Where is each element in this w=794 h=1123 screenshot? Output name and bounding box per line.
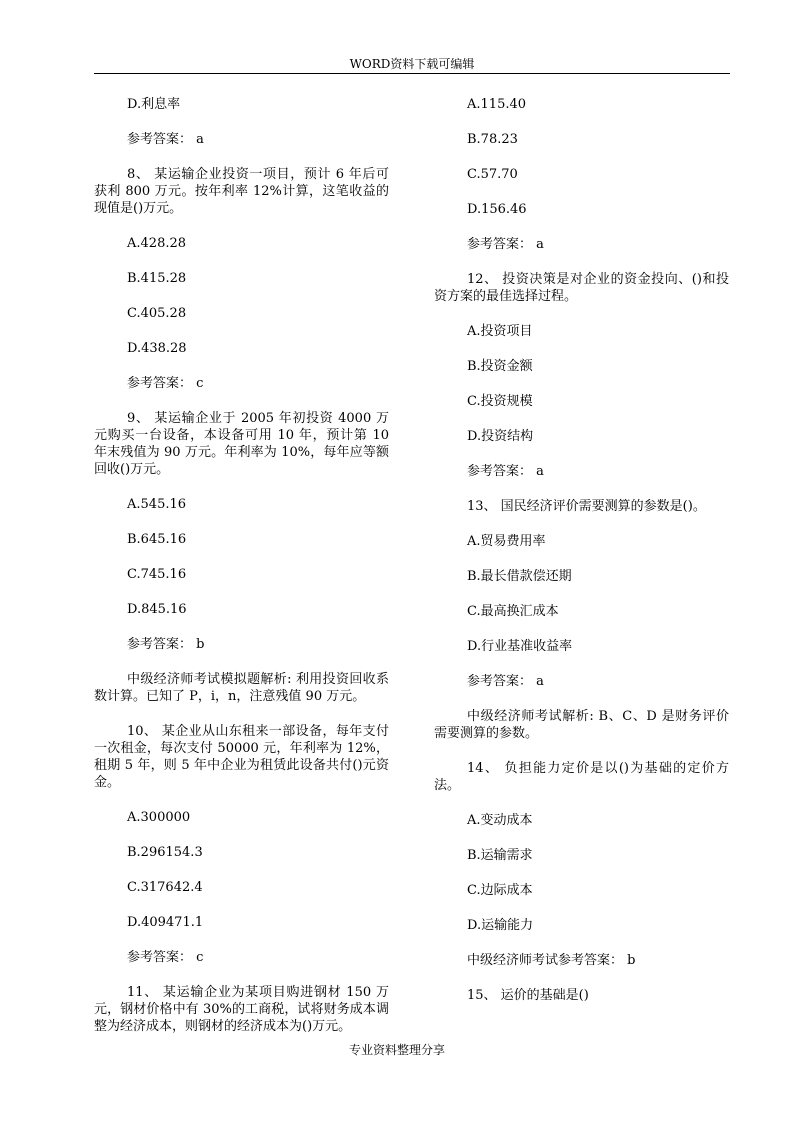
question-text: 11、 某运输企业为某项目购进钢材 150 万元，钢材价格中有 30%的工商税，试将财务成本调整为经济成本，则钢材的经济成本为()万元。 [94,985,389,1034]
answer-option: B.78.23 [467,132,518,147]
question-text: 13、 国民经济评价需要测算的参数是()。 [467,499,706,514]
question-text: 10、 某企业从山东租来一部设备，每年支付一次租金，每次支付 50000 元，年利率为 12%，租期 5 年，则 5 年中企业为租赁此设备共付()元资金。 [94,724,389,790]
reference-answer: 参考答案： c [127,376,204,391]
answer-option: A.投资项目 [467,324,533,339]
answer-option: A.115.40 [467,97,527,112]
answer-option: D.409471.1 [127,915,204,930]
right-column [434,96,729,1022]
answer-option: A.变动成本 [467,813,533,828]
answer-option: B.运输需求 [467,848,533,863]
answer-option: C.边际成本 [467,883,533,898]
answer-option: A.545.16 [127,497,187,512]
reference-answer: 参考答案： b [127,637,205,652]
reference-answer: 参考答案： c [127,950,204,965]
question-text: 8、 某运输企业投资一项目，预计 6 年后可获利 800 万元。按年利率 12%计算，这笔收益的现值是()万元。 [94,167,389,216]
question-text: 14、 负担能力定价是以()为基础的定价方法。 [434,761,729,793]
explanation-note: 中级经济师考试模拟题解析: 利用投资回收系数计算。已知了 P，i，n，注意残值 90 万元。 [94,672,389,704]
answer-option: B.最长借款偿还期 [467,569,572,584]
answer-option: B.296154.3 [127,845,203,860]
answer-option: A.贸易费用率 [467,534,546,549]
question-text: 9、 某运输企业于 2005 年初投资 4000 万元购买一台设备，本设备可用 10 年，预计第 10 年末残值为 90 万元。年利率为 10%，每年应等额回收()万元。 [94,411,389,477]
page-footer: 专业资料整理分享 [348,1043,445,1057]
answer-option: D.行业基准收益率 [467,639,573,654]
reference-answer: 参考答案： a [467,674,544,689]
question-text: 12、 投资决策是对企业的资金投向、()和投资方案的最佳选择过程。 [434,272,729,304]
answer-option: C.745.16 [127,567,187,582]
explanation-note: 中级经济师考试解析: B、C、D 是财务评价需要测算的参数。 [434,709,729,741]
reference-answer: 参考答案： a [467,464,544,479]
question-text: 15、 运价的基础是() [467,988,589,1003]
answer-option: D.投资结构 [467,429,534,444]
answer-option: C.57.70 [467,167,518,182]
answer-option: A.300000 [127,810,191,825]
answer-option: C.最高换汇成本 [467,604,559,619]
answer-option: D.利息率 [127,97,181,112]
answer-option: D.运输能力 [467,918,534,933]
answer-option: A.428.28 [127,236,187,251]
answer-option: B.投资金额 [467,359,533,374]
answer-option: B.645.16 [127,532,187,547]
reference-answer: 中级经济师考试参考答案： b [467,953,636,968]
answer-option: C.405.28 [127,306,187,321]
answer-option: C.317642.4 [127,880,203,895]
left-column [94,96,389,1053]
answer-option: B.415.28 [127,271,187,286]
answer-option: D.845.16 [127,602,187,617]
reference-answer: 参考答案： a [127,132,204,147]
answer-option: D.156.46 [467,202,527,217]
header-rule [94,73,730,74]
answer-option: D.438.28 [127,341,187,356]
answer-option: C.投资规模 [467,394,533,409]
page-header: WORD资料下载可编辑 [349,57,475,71]
reference-answer: 参考答案： a [467,237,544,252]
